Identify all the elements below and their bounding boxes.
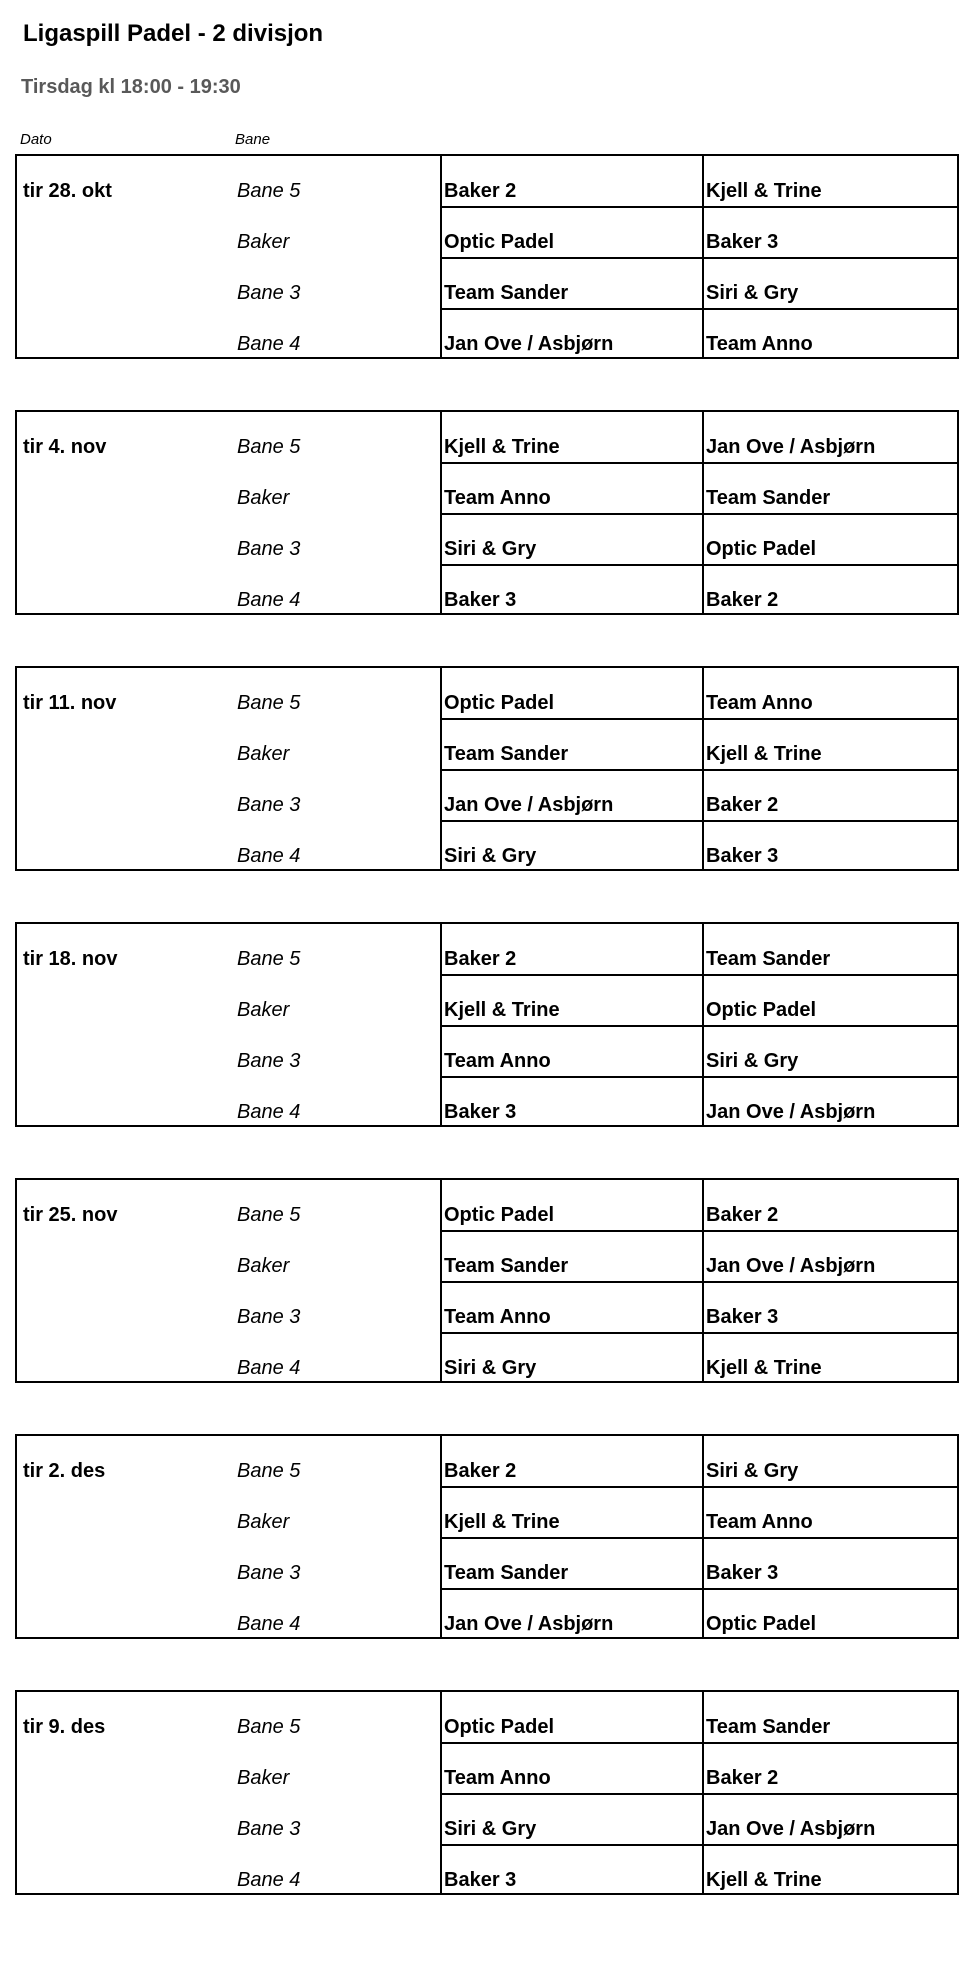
- row-divider: [442, 1844, 957, 1846]
- row-divider: [442, 1332, 957, 1334]
- home-team: Kjell & Trine: [444, 436, 560, 458]
- away-team: Jan Ove / Asbjørn: [706, 1101, 876, 1123]
- round-date: tir 4. nov: [23, 436, 107, 458]
- home-team: Siri & Gry: [444, 1818, 537, 1840]
- away-team: Baker 3: [706, 231, 779, 253]
- court-label: Bane 4: [237, 1869, 301, 1891]
- home-team: Team Sander: [444, 282, 569, 304]
- home-team: Baker 3: [444, 1101, 517, 1123]
- home-team: Kjell & Trine: [444, 1511, 560, 1533]
- home-team: Kjell & Trine: [444, 999, 560, 1021]
- row-divider: [442, 769, 957, 771]
- round-block: [15, 410, 959, 615]
- court-label: Baker: [237, 743, 290, 765]
- round-block: [15, 1178, 959, 1383]
- round-date: tir 28. okt: [23, 180, 112, 202]
- row-divider: [442, 564, 957, 566]
- away-team: Baker 3: [706, 845, 779, 867]
- home-team: Baker 3: [444, 589, 517, 611]
- home-team: Optic Padel: [444, 1204, 555, 1226]
- round-date: tir 2. des: [23, 1460, 106, 1482]
- court-label: Baker: [237, 999, 290, 1021]
- match-grid: [440, 1436, 957, 1637]
- court-label: Bane 5: [237, 948, 301, 970]
- court-label: Bane 4: [237, 1613, 301, 1635]
- away-team: Team Anno: [706, 333, 813, 355]
- round-date: tir 11. nov: [23, 692, 117, 714]
- home-team: Siri & Gry: [444, 538, 537, 560]
- home-team: Optic Padel: [444, 1716, 555, 1738]
- row-divider: [442, 1742, 957, 1744]
- round-date: tir 18. nov: [23, 948, 118, 970]
- row-divider: [442, 308, 957, 310]
- away-team: Baker 3: [706, 1562, 779, 1584]
- home-team: Optic Padel: [444, 692, 555, 714]
- home-team: Team Sander: [444, 1562, 569, 1584]
- home-team: Team Anno: [444, 1767, 551, 1789]
- away-team: Team Sander: [706, 948, 831, 970]
- home-team: Team Anno: [444, 487, 551, 509]
- away-team: Optic Padel: [706, 538, 817, 560]
- home-team: Jan Ove / Asbjørn: [444, 333, 614, 355]
- away-team: Baker 2: [706, 1204, 779, 1226]
- page-title: Ligaspill Padel - 2 divisjon: [23, 20, 324, 47]
- away-team: Baker 2: [706, 1767, 779, 1789]
- court-label: Bane 3: [237, 1562, 301, 1584]
- court-label: Bane 5: [237, 1204, 301, 1226]
- court-label: Bane 5: [237, 1716, 301, 1738]
- row-divider: [442, 1588, 957, 1590]
- court-label: Bane 5: [237, 1460, 301, 1482]
- row-divider: [442, 513, 957, 515]
- row-divider: [442, 1281, 957, 1283]
- away-team: Team Anno: [706, 692, 813, 714]
- court-label: Bane 4: [237, 333, 301, 355]
- home-team: Jan Ove / Asbjørn: [444, 794, 614, 816]
- home-team: Jan Ove / Asbjørn: [444, 1613, 614, 1635]
- row-divider: [442, 1230, 957, 1232]
- round-block: [15, 154, 959, 359]
- court-label: Baker: [237, 231, 290, 253]
- row-divider: [442, 206, 957, 208]
- row-divider: [442, 1486, 957, 1488]
- row-divider: [442, 974, 957, 976]
- home-team: Baker 3: [444, 1869, 517, 1891]
- court-label: Bane 3: [237, 1306, 301, 1328]
- home-team: Baker 2: [444, 948, 517, 970]
- home-team: Team Anno: [444, 1306, 551, 1328]
- away-team: Optic Padel: [706, 1613, 817, 1635]
- round-block: [15, 922, 959, 1127]
- court-label: Bane 5: [237, 436, 301, 458]
- court-label: Bane 3: [237, 282, 301, 304]
- away-team: Siri & Gry: [706, 1460, 799, 1482]
- match-grid: [440, 156, 957, 357]
- row-divider: [442, 718, 957, 720]
- away-team: Baker 3: [706, 1306, 779, 1328]
- home-team: Team Anno: [444, 1050, 551, 1072]
- away-team: Baker 2: [706, 794, 779, 816]
- court-label: Baker: [237, 1255, 290, 1277]
- home-team: Team Sander: [444, 1255, 569, 1277]
- away-team: Siri & Gry: [706, 1050, 799, 1072]
- court-label: Bane 3: [237, 794, 301, 816]
- round-block: [15, 1434, 959, 1639]
- court-label: Bane 5: [237, 180, 301, 202]
- row-divider: [442, 1025, 957, 1027]
- round-date: tir 9. des: [23, 1716, 106, 1738]
- row-divider: [442, 1537, 957, 1539]
- away-team: Kjell & Trine: [706, 180, 822, 202]
- home-team: Team Sander: [444, 743, 569, 765]
- court-label: Bane 3: [237, 1050, 301, 1072]
- court-label: Baker: [237, 1511, 290, 1533]
- home-team: Baker 2: [444, 1460, 517, 1482]
- row-divider: [442, 257, 957, 259]
- home-team: Siri & Gry: [444, 845, 537, 867]
- home-team: Optic Padel: [444, 231, 555, 253]
- away-team: Kjell & Trine: [706, 1357, 822, 1379]
- round-block: [15, 1690, 959, 1895]
- home-team: Siri & Gry: [444, 1357, 537, 1379]
- away-team: Kjell & Trine: [706, 1869, 822, 1891]
- away-team: Baker 2: [706, 589, 779, 611]
- court-label: Bane 4: [237, 1101, 301, 1123]
- away-team: Team Sander: [706, 1716, 831, 1738]
- away-team: Jan Ove / Asbjørn: [706, 436, 876, 458]
- court-label: Bane 4: [237, 589, 301, 611]
- court-label: Baker: [237, 487, 290, 509]
- row-divider: [442, 462, 957, 464]
- row-divider: [442, 1076, 957, 1078]
- away-team: Jan Ove / Asbjørn: [706, 1818, 876, 1840]
- page-subtitle: Tirsdag kl 18:00 - 19:30: [21, 76, 241, 98]
- court-label: Bane 4: [237, 1357, 301, 1379]
- away-team: Optic Padel: [706, 999, 817, 1021]
- match-grid: [440, 924, 957, 1125]
- away-team: Team Anno: [706, 1511, 813, 1533]
- round-block: [15, 666, 959, 871]
- row-divider: [442, 1793, 957, 1795]
- home-team: Baker 2: [444, 180, 517, 202]
- court-label: Bane 3: [237, 1818, 301, 1840]
- round-date: tir 25. nov: [23, 1204, 118, 1226]
- court-label: Baker: [237, 1767, 290, 1789]
- column-header-dato: Dato: [20, 131, 52, 148]
- column-header-bane: Bane: [235, 131, 271, 148]
- away-team: Team Sander: [706, 487, 831, 509]
- court-label: Bane 5: [237, 692, 301, 714]
- away-team: Jan Ove / Asbjørn: [706, 1255, 876, 1277]
- away-team: Siri & Gry: [706, 282, 799, 304]
- away-team: Kjell & Trine: [706, 743, 822, 765]
- row-divider: [442, 820, 957, 822]
- court-label: Bane 3: [237, 538, 301, 560]
- court-label: Bane 4: [237, 845, 301, 867]
